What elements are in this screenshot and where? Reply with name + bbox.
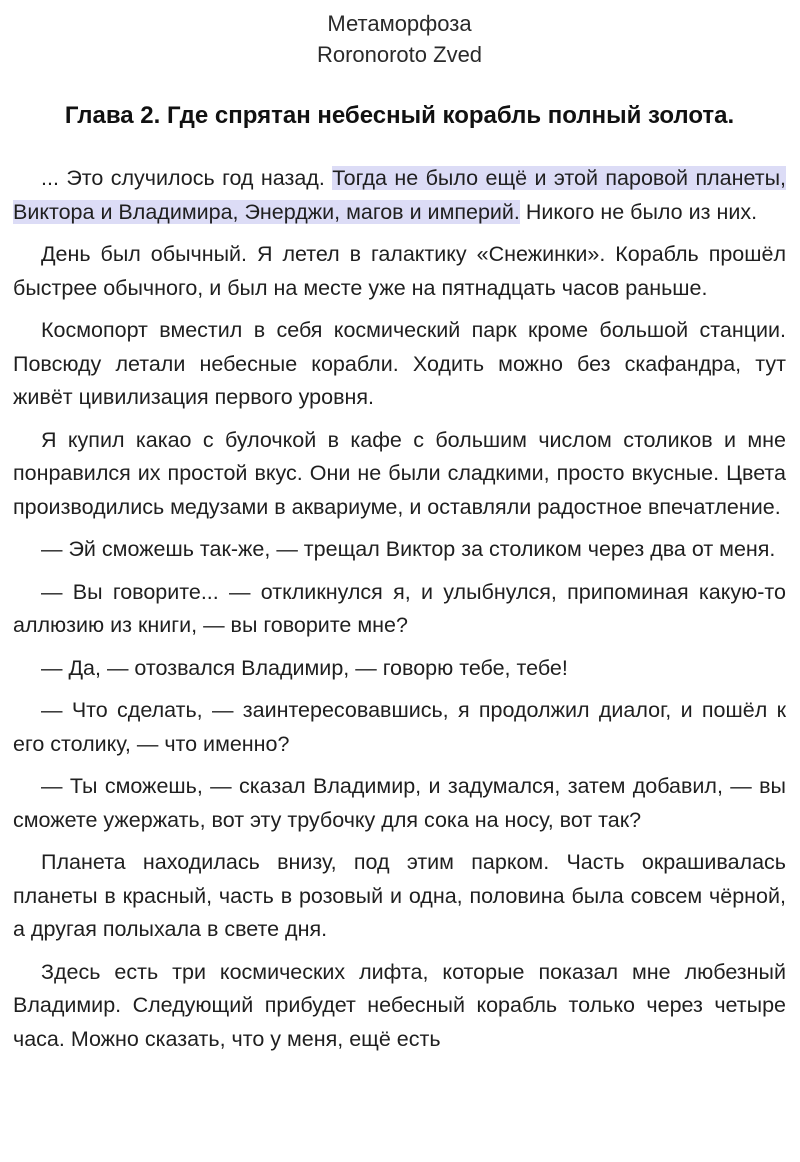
paragraph[interactable]: День был обычный. Я летел в галактику «Снежинки». Корабль прошёл быстрее обычного, и был на месте уже на пятнадцать часов раньше.: [13, 242, 786, 300]
paragraph-text: Никого не было из них.: [519, 199, 758, 224]
paragraph[interactable]: — Вы говорите... — откликнулся я, и улыбнулся, припоминая какую-то аллюзию из книги, — вы говорите мне?: [13, 579, 786, 637]
paragraph[interactable]: [13, 162, 786, 229]
paragraph[interactable]: Космопорт вместил в себя космический парк кроме большой станции. Повсюду летали небесные корабли. Ходить можно без скафандра, тут живёт цивилизация первого уровня.: [13, 318, 786, 409]
book-title: Метаморфоза: [327, 11, 472, 36]
paragraph[interactable]: — Эй сможешь так-же, — трещал Виктор за столиком через два от меня.: [41, 537, 776, 561]
paragraph[interactable]: — Ты сможешь, — сказал Владимир, и задумался, затем добавил, — вы сможете ужержать, вот эту трубочку для сока на носу, вот так?: [13, 774, 786, 832]
chapter-text[interactable]: [13, 162, 786, 1056]
paragraph[interactable]: Планета находилась внизу, под этим парком. Часть окрашивалась планеты в красный, часть в розовый и одна, половина была совсем чёрной, а другая полыхала в свете дня.: [13, 850, 786, 941]
highlighted-selection[interactable]: Тогда не было ещё и этой паровой планеты, Виктора и Владимира, Энерджи, магов и империй.: [13, 166, 787, 224]
paragraph[interactable]: — Да, — отозвался Владимир, — говорю тебе, тебе!: [41, 655, 568, 680]
chapter-title: Глава 2. Где спрятан небесный корабль полный золота.: [64, 102, 735, 129]
paragraph[interactable]: — Что сделать, — заинтересовавшись, я продолжил диалог, и пошёл к его столику, — что именно?: [13, 698, 786, 756]
book-author: Rorоnoroto Zved: [316, 42, 483, 67]
paragraph[interactable]: Здесь есть три космических лифта, которые показал мне любезный Владимир. Следующий прибудет небесный корабль только через четыре часа. Можно сказать, что у меня, ещё есть: [13, 959, 786, 1051]
paragraph[interactable]: Я купил какао с булочкой в кафе с большим числом столиков и мне понравился их простой вкус. Они не были сладкими, просто вкусные. Цвета производились медузами в аквариуме, и оставляли радостное впечатление.: [13, 427, 786, 519]
book-header: [13, 8, 786, 70]
paragraph-text: ... Это случилось год назад.: [41, 166, 333, 190]
